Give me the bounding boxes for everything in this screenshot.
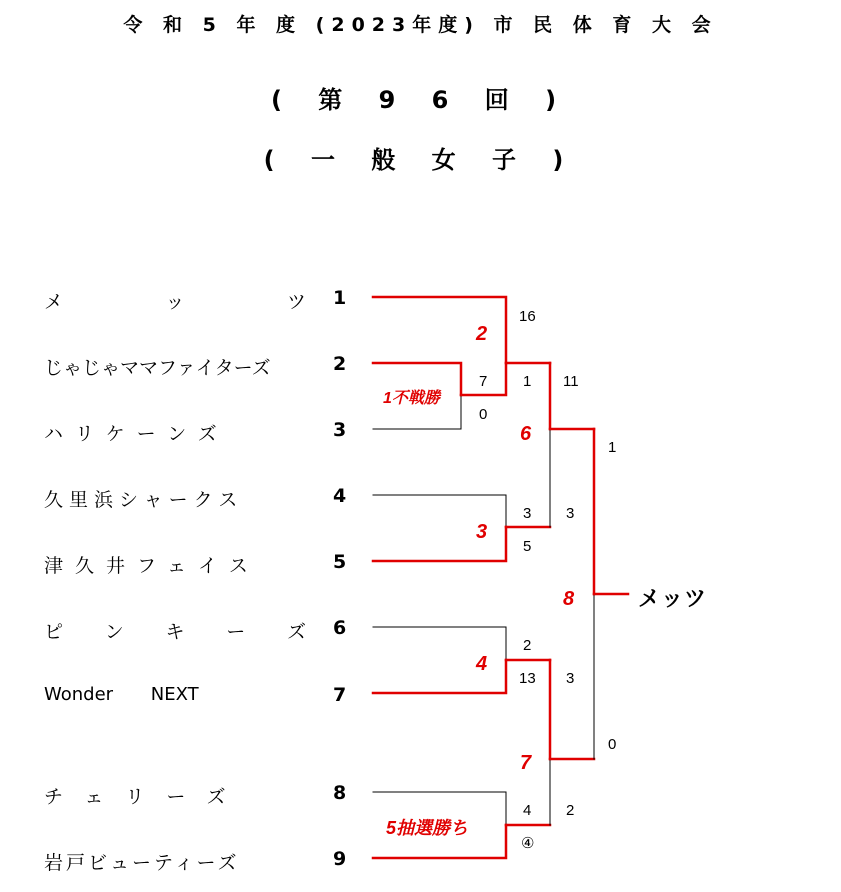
- score: 11: [563, 373, 579, 390]
- team-name: チェリーズ: [44, 786, 248, 808]
- score: 4: [523, 802, 532, 819]
- match-label: 4: [476, 653, 488, 675]
- seed-number: 1: [333, 287, 347, 309]
- seed-number: 7: [333, 684, 347, 706]
- division-title: ( 一 般 女 子 ): [263, 146, 578, 174]
- match-label: 6: [520, 423, 532, 445]
- team-name-part: メ: [44, 291, 64, 313]
- score: 2: [523, 637, 532, 654]
- score: 3: [566, 670, 575, 687]
- match-label: 2: [476, 323, 488, 345]
- score: 5: [523, 538, 532, 555]
- team-name-part: ピ: [44, 621, 64, 643]
- seed-number: 6: [333, 617, 347, 639]
- champion-name: メッツ: [638, 587, 708, 612]
- match-label: 1不戦勝: [383, 390, 440, 407]
- score: 2: [566, 802, 575, 819]
- match-label: 7: [520, 752, 532, 774]
- team-name: 津久井フェイス: [44, 555, 260, 577]
- team-name-part: ツ: [286, 291, 306, 313]
- score: 0: [608, 736, 617, 753]
- edition-title: ( 第 9 6 回 ): [270, 86, 571, 114]
- team-name-part: キ: [165, 621, 185, 643]
- team-name-part: ッ: [165, 291, 185, 313]
- team-name: 岩戸ビューティーズ: [44, 852, 240, 874]
- match-label: 3: [476, 521, 488, 543]
- team-name: ハリケーンズ: [44, 423, 229, 445]
- match-label: 5抽選勝ち: [386, 818, 469, 838]
- seed-number: 5: [333, 551, 347, 573]
- score: 3: [523, 505, 532, 522]
- team-name: Wonder NEXT: [44, 684, 199, 705]
- team-name-part: ン: [104, 621, 124, 643]
- score: 16: [519, 308, 536, 325]
- score: 0: [479, 406, 488, 423]
- score: 3: [566, 505, 575, 522]
- score: 13: [519, 670, 536, 687]
- seed-number: 9: [333, 848, 347, 870]
- score: ④: [521, 835, 535, 852]
- seed-number: 3: [333, 419, 347, 441]
- score: 1: [523, 373, 532, 390]
- seed-number: 4: [333, 485, 347, 507]
- team-name-part: ー: [226, 621, 246, 643]
- tournament-title: 令 和 5 年 度 (2023年度) 市 民 体 育 大 会: [123, 14, 718, 36]
- score: 1: [608, 439, 617, 456]
- seed-number: 8: [333, 782, 347, 804]
- seed-number: 2: [333, 353, 347, 375]
- match-label: 8: [563, 588, 575, 610]
- score: 7: [479, 373, 488, 390]
- team-name-part: ズ: [286, 621, 306, 643]
- team-name: じゃじゃママファイターズ: [44, 357, 271, 379]
- team-name: 久里浜シャークス: [44, 489, 244, 511]
